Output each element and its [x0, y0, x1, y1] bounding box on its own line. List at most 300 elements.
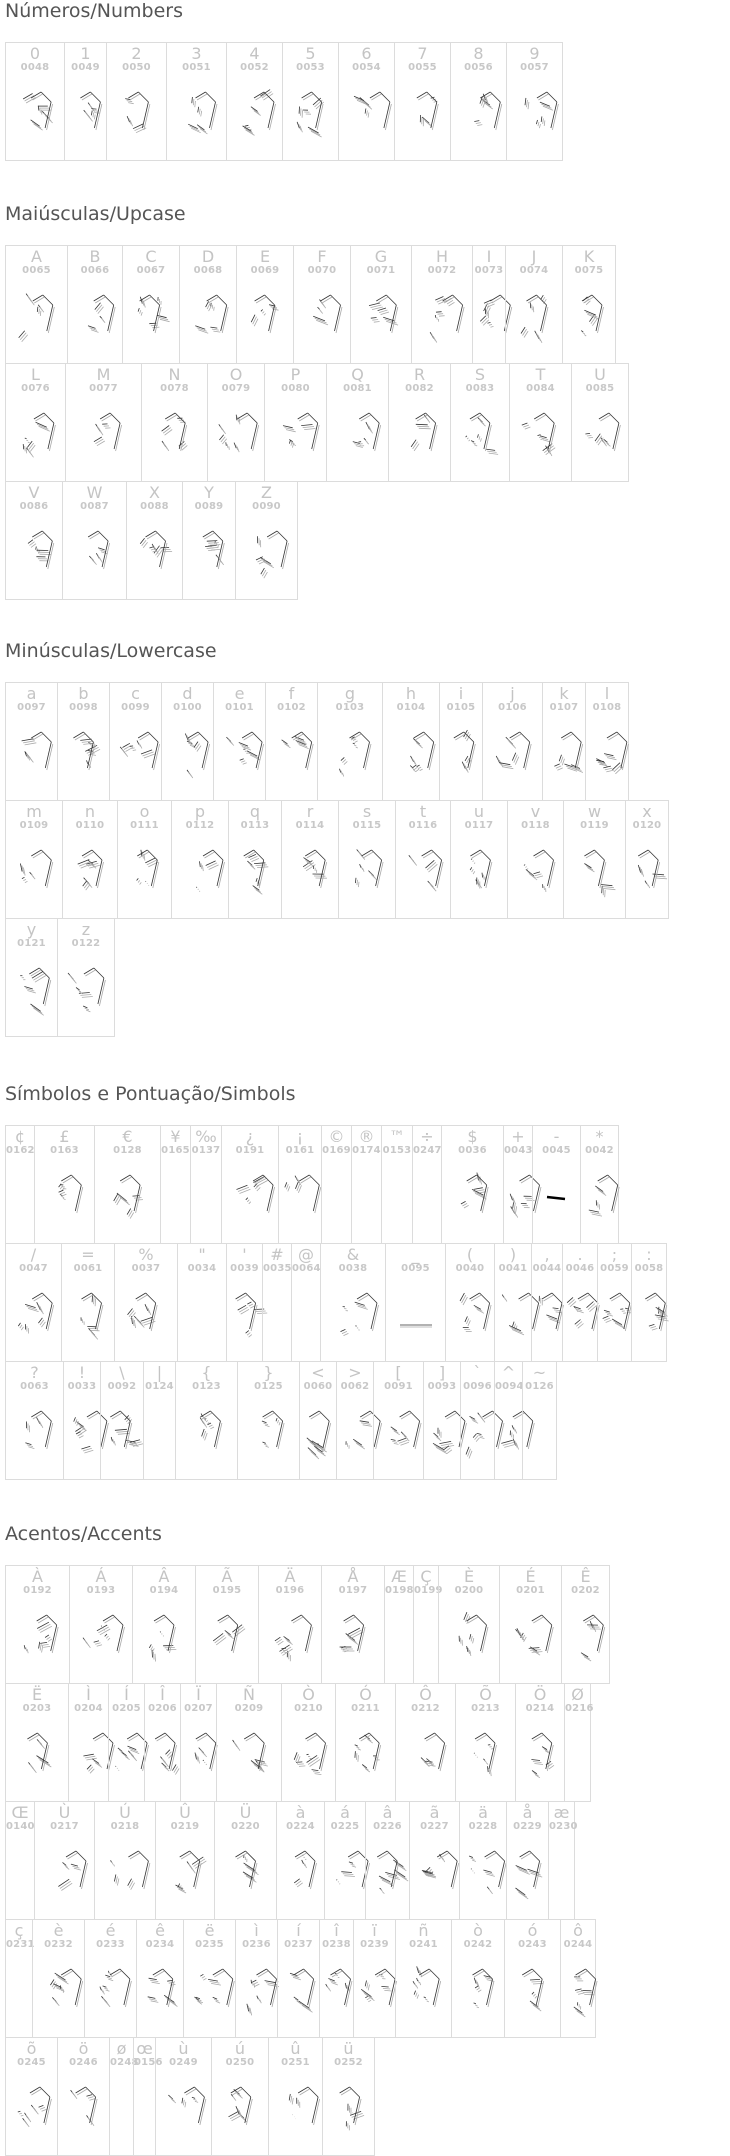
section-title: Números/Numbers [5, 0, 730, 24]
glyph-sample [16, 405, 56, 463]
glyph-character: © [322, 1128, 351, 1145]
glyph-sample [580, 405, 620, 463]
glyph-character: ` [461, 1364, 494, 1381]
glyph-code: 0043 [504, 1145, 532, 1157]
glyph-character: Î [145, 1686, 180, 1703]
glyph-cell [282, 42, 339, 161]
glyph-character: D [180, 248, 236, 265]
glyph-code: 0238 [320, 1939, 353, 1951]
glyph-character: £ [35, 1128, 94, 1145]
glyph-cell [264, 363, 327, 482]
glyph-character: ! [64, 1364, 100, 1381]
glyph-sample [347, 84, 387, 142]
glyph-sample [84, 405, 124, 463]
glyph-row [5, 481, 730, 599]
glyph-code: 0156 [134, 2057, 155, 2069]
glyph-character: ^ [495, 1364, 522, 1381]
glyph-sample [361, 287, 401, 345]
glyph-cell [180, 1683, 217, 1802]
glyph-code: 0229 [507, 1821, 548, 1833]
glyph-sample [249, 1403, 289, 1461]
glyph-sample [291, 84, 331, 142]
glyph-sample [15, 1403, 55, 1461]
glyph-sample [64, 724, 104, 782]
glyph-cell [625, 800, 669, 919]
glyph-sample [330, 724, 370, 782]
glyph-character: X [127, 484, 182, 501]
glyph-character: å [507, 1804, 548, 1821]
glyph-character: , [532, 1246, 562, 1263]
glyph-sample [237, 1961, 277, 2019]
glyph-sample [396, 1285, 436, 1343]
glyph-sample [581, 1167, 621, 1225]
glyph-sample [347, 842, 387, 900]
glyph-code: 0244 [561, 1939, 595, 1951]
glyph-code: 0162 [6, 1145, 34, 1157]
glyph-cell [132, 1565, 196, 1684]
glyph-cell [382, 682, 440, 801]
glyph-code: 0125 [238, 1381, 299, 1393]
glyph-character: ù [156, 2040, 211, 2057]
glyph-cell [166, 42, 227, 161]
specimen-section [5, 1083, 730, 1479]
glyph-sample [627, 842, 667, 900]
glyph-cell [190, 1125, 222, 1244]
glyph-character: î [320, 1922, 353, 1939]
glyph-sample [281, 1843, 321, 1901]
glyph-sample [459, 842, 499, 900]
glyph-sample [17, 1725, 57, 1783]
glyph-code: 0117 [451, 820, 507, 832]
glyph-sample [126, 1285, 166, 1343]
glyph-character: ò [452, 1922, 504, 1939]
glyph-character: A [6, 248, 67, 265]
glyph-sample [216, 405, 256, 463]
glyph-cell [226, 42, 283, 161]
glyph-cell [482, 682, 543, 801]
glyph-sample [422, 287, 462, 345]
glyph-cell [564, 1683, 591, 1802]
glyph-sample [235, 84, 275, 142]
glyph-sample [276, 405, 316, 463]
glyph-code: 0192 [6, 1585, 69, 1597]
glyph-code: 0206 [145, 1703, 180, 1715]
glyph-cell [277, 1919, 320, 2038]
glyph-sample [131, 287, 171, 345]
glyph-code: 0227 [410, 1821, 459, 1833]
glyph-row [5, 1801, 730, 1919]
glyph-cell [317, 682, 383, 801]
glyph-code: 0098 [58, 702, 109, 714]
glyph-code: 0062 [337, 1381, 373, 1393]
glyph-code: 0137 [191, 1145, 221, 1157]
glyph-sample [569, 287, 609, 345]
glyph-cell [503, 1125, 533, 1244]
glyph-cell [409, 1801, 460, 1920]
glyph-character: Ä [259, 1568, 321, 1585]
glyph-character: M [66, 366, 141, 383]
glyph-cell [5, 245, 68, 364]
glyph-code: 0241 [396, 1939, 451, 1951]
glyph-sample [64, 1403, 104, 1461]
glyph-code: 0050 [107, 62, 166, 74]
glyph-sample [69, 1725, 109, 1783]
specimen-section [5, 203, 730, 599]
glyph-character: s [339, 803, 395, 820]
glyph-character: Õ [456, 1686, 515, 1703]
glyph-code: 0237 [278, 1939, 319, 1951]
glyph-sample [181, 1725, 221, 1783]
glyph-cell [395, 1683, 456, 1802]
glyph-cell [155, 1801, 215, 1920]
glyph-sample [346, 1725, 386, 1783]
glyph-cell [221, 1125, 279, 1244]
glyph-code: 0110 [63, 820, 117, 832]
glyph-code: 0087 [63, 501, 126, 513]
glyph-code: 0072 [412, 265, 472, 277]
glyph-cell [195, 1565, 259, 1684]
glyph-cell [109, 2037, 134, 2156]
glyph-cell [450, 800, 508, 919]
glyph-sample [91, 1961, 131, 2019]
glyph-character: ô [561, 1922, 595, 1939]
glyph-sample [12, 724, 52, 782]
glyph-code: 0212 [396, 1703, 455, 1715]
glyph-character: f [266, 685, 317, 702]
glyph-character: < [300, 1364, 336, 1381]
glyph-cell [460, 1361, 495, 1480]
glyph-cell [171, 800, 229, 919]
glyph-character: R [389, 366, 450, 383]
glyph-character: @ [292, 1246, 320, 1263]
glyph-sample [70, 842, 110, 900]
glyph-cell [515, 1683, 565, 1802]
glyph-character: Œ [6, 1804, 34, 1821]
glyph-character: g [318, 685, 382, 702]
glyph-character: m [6, 803, 62, 820]
glyph-character: G [351, 248, 411, 265]
glyph-sample [108, 1167, 148, 1225]
glyph-cell [597, 1243, 632, 1362]
glyph-code: 0119 [564, 820, 625, 832]
glyph-character: Q [327, 366, 388, 383]
glyph-sample [145, 1725, 185, 1783]
glyph-cell [320, 1243, 386, 1362]
glyph-character: Z [236, 484, 297, 501]
glyph-cell [32, 1919, 85, 2038]
glyph-cell [293, 245, 351, 364]
glyph-sample [18, 1607, 58, 1665]
glyph-cell [34, 1801, 95, 1920]
glyph-code: 0052 [227, 62, 282, 74]
glyph-character: x [626, 803, 668, 820]
glyph-code: 0059 [598, 1263, 631, 1275]
glyph-cell [278, 1125, 322, 1244]
glyph-cell [62, 481, 127, 600]
glyph-cell [571, 363, 629, 482]
glyph-cell [365, 1801, 410, 1920]
glyph-character: ì [236, 1922, 277, 1939]
glyph-character: á [325, 1804, 365, 1821]
glyph-cell [412, 1125, 442, 1244]
glyph-cell [177, 1243, 227, 1362]
glyph-sample [329, 2079, 369, 2137]
glyph-cell [84, 1919, 137, 2038]
glyph-character: k [543, 685, 585, 702]
glyph-cell [175, 1361, 238, 1480]
glyph-code: 0113 [229, 820, 281, 832]
glyph-cell [161, 682, 214, 801]
glyph-cell [411, 245, 473, 364]
glyph-cell [5, 1801, 35, 1920]
glyph-cell [108, 1683, 145, 1802]
glyph-cell [109, 682, 162, 801]
glyph-sample [325, 1843, 365, 1901]
glyph-sample [227, 1285, 267, 1343]
glyph-code: 0195 [196, 1585, 258, 1597]
glyph-cell [336, 1361, 374, 1480]
glyph-cell [395, 1919, 452, 2038]
glyph-code: 0067 [123, 265, 179, 277]
glyph-character: í [278, 1922, 319, 1939]
glyph-code: 0251 [269, 2057, 322, 2069]
glyph-sample [45, 1167, 85, 1225]
section-title: Minúsculas/Lowercase [5, 640, 730, 664]
glyph-cell [5, 1683, 69, 1802]
glyph-sample [14, 1285, 54, 1343]
glyph-character: E [237, 248, 293, 265]
glyph-sample [177, 84, 217, 142]
glyph-sample [68, 1285, 108, 1343]
glyph-character: ñ [396, 1922, 451, 1939]
glyph-character: Ã [196, 1568, 258, 1585]
glyph-code: 0096 [461, 1381, 494, 1393]
glyph-cell [276, 1801, 325, 1920]
glyph-code: 0106 [483, 702, 542, 714]
glyph-sample [424, 1403, 464, 1461]
glyph-cell [258, 1565, 322, 1684]
glyph-code: 0080 [265, 383, 326, 395]
glyph-code: 0048 [6, 62, 64, 74]
glyph-cell [235, 1919, 278, 2038]
glyph-sample [565, 1725, 605, 1783]
glyph-code: 0242 [452, 1939, 504, 1951]
glyph-cell [5, 800, 63, 919]
glyph-code: 0099 [110, 702, 161, 714]
glyph-character: ü [323, 2040, 374, 2057]
glyph-code: 0086 [6, 501, 62, 513]
glyph-character: j [483, 685, 542, 702]
glyph-code: 0163 [35, 1145, 94, 1157]
glyph-cell [351, 1125, 382, 1244]
glyph-sample [220, 2079, 260, 2137]
glyph-cell [281, 800, 339, 919]
glyph-cell [5, 42, 65, 161]
glyph-sample [338, 405, 378, 463]
glyph-cell [394, 42, 451, 161]
glyph-cell [62, 800, 118, 919]
glyph-character: y [6, 921, 57, 938]
glyph-cell [335, 1683, 396, 1802]
glyph-code: 0120 [626, 820, 668, 832]
glyph-cell [211, 2037, 269, 2156]
glyph-sample [300, 1403, 340, 1461]
glyph-code: 0088 [127, 501, 182, 513]
glyph-code: 0214 [516, 1703, 564, 1715]
glyph-character: Ò [282, 1686, 335, 1703]
glyph-character: J [506, 248, 562, 265]
glyph-row [5, 1361, 730, 1479]
glyph-character: ç [6, 1922, 32, 1939]
glyph-character: 3 [167, 45, 226, 62]
glyph-cell [350, 245, 412, 364]
glyph-code: 0126 [523, 1381, 556, 1393]
glyph-code: 0065 [6, 265, 67, 277]
glyph-code: 0103 [318, 702, 382, 714]
glyph-cell [455, 1683, 516, 1802]
glyph-code: 0245 [6, 2057, 57, 2069]
glyph-cell [183, 1919, 236, 2038]
glyph-sample [190, 1961, 230, 2019]
glyph-code: 0213 [456, 1703, 515, 1715]
section-title: Acentos/Accents [5, 1523, 730, 1547]
glyph-sample [102, 1403, 142, 1461]
glyph-sample [520, 1725, 560, 1783]
glyph-character: Æ [385, 1568, 413, 1585]
glyph-character: È [439, 1568, 499, 1585]
glyph-code: 0036 [442, 1145, 503, 1157]
glyph-code: 0196 [259, 1585, 321, 1597]
glyph-code: 0161 [279, 1145, 321, 1157]
glyph-sample [15, 84, 55, 142]
glyph-character: ë [184, 1922, 235, 1939]
glyph-character: ) [495, 1246, 531, 1263]
glyph-code: 0100 [162, 702, 213, 714]
glyph-sample [135, 523, 175, 581]
glyph-sample [515, 84, 555, 142]
glyph-row [5, 42, 730, 160]
glyph-sample [144, 1607, 184, 1665]
glyph-character: Y [183, 484, 235, 501]
glyph-sample [441, 724, 481, 782]
glyph-code: 0248 [110, 2057, 133, 2069]
glyph-sample [220, 724, 260, 782]
glyph-cell [560, 1919, 596, 2038]
glyph-cell [237, 1361, 300, 1480]
glyph-cell [61, 1243, 115, 1362]
glyph-sample [544, 724, 584, 782]
glyph-sample [403, 842, 443, 900]
glyph-sample [508, 1843, 548, 1901]
glyph-sample [549, 1843, 589, 1901]
glyph-row [5, 918, 730, 1036]
glyph-cell [451, 1919, 505, 2038]
glyph-cell [338, 42, 395, 161]
glyph-cell [562, 245, 616, 364]
glyph-character: l [586, 685, 628, 702]
glyph-sample [226, 1843, 266, 1901]
glyph-code: 0051 [167, 62, 226, 74]
glyph-character: ê [137, 1922, 183, 1939]
glyph-code: 0038 [321, 1263, 385, 1275]
glyph-character: 7 [395, 45, 450, 62]
glyph-sample [75, 287, 115, 345]
glyph-character: " [178, 1246, 226, 1263]
glyph-character: Í [109, 1686, 144, 1703]
glyph-cell [506, 1801, 549, 1920]
glyph-sample [523, 1403, 563, 1461]
glyph-sample [207, 1607, 247, 1665]
glyph-character: T [510, 366, 571, 383]
glyph-sample [561, 1961, 601, 2019]
glyph-code: 0094 [495, 1381, 522, 1393]
glyph-code: 0073 [473, 265, 505, 277]
glyph-cell [450, 42, 507, 161]
glyph-code: 0250 [212, 2057, 268, 2069]
glyph-sample [368, 1843, 408, 1901]
glyph-character: H [412, 248, 472, 265]
glyph-character: Û [156, 1804, 214, 1821]
glyph-character: - [533, 1128, 580, 1145]
glyph-character: ¡ [279, 1128, 321, 1145]
glyph-code: 0116 [396, 820, 450, 832]
glyph-code: 0225 [325, 1821, 365, 1833]
glyph-sample [66, 84, 106, 142]
glyph-cell [522, 1361, 557, 1480]
glyph-cell [262, 1243, 292, 1362]
glyph-code: 0124 [144, 1381, 175, 1393]
glyph-cell [5, 1243, 62, 1362]
glyph-code: 0128 [95, 1145, 160, 1157]
glyph-cell [235, 481, 298, 600]
glyph-code: 0236 [236, 1939, 277, 1951]
glyph-character: e [214, 685, 265, 702]
glyph-code: 0079 [208, 383, 264, 395]
specimen-section [5, 1523, 730, 2155]
glyph-code: 0252 [323, 2057, 374, 2069]
glyph-cell [68, 1683, 109, 1802]
glyph-character: ] [424, 1364, 460, 1381]
glyph-character: F [294, 248, 350, 265]
glyph-cell [562, 1243, 598, 1362]
glyph-sample [355, 1961, 395, 2019]
glyph-code: 0075 [563, 265, 615, 277]
glyph-code: 0115 [339, 820, 395, 832]
glyph-code: 0042 [581, 1145, 618, 1157]
glyph-cell [155, 2037, 212, 2156]
glyph-character: I [473, 248, 505, 265]
specimen-section [5, 640, 730, 1036]
glyph-code: 0054 [339, 62, 394, 74]
glyph-cell [505, 245, 563, 364]
glyph-code: 0064 [292, 1263, 320, 1275]
glyph-cell [395, 800, 451, 919]
glyph-code: 0224 [277, 1821, 324, 1833]
glyph-code: 0218 [95, 1821, 155, 1833]
glyph-cell [459, 1801, 507, 1920]
glyph-character: / [6, 1246, 61, 1263]
glyph-code: 0235 [184, 1939, 235, 1951]
glyph-cell [439, 682, 483, 801]
glyph-row [5, 245, 730, 363]
glyph-code: 0093 [424, 1381, 460, 1393]
glyph-code: 0198 [385, 1585, 413, 1597]
glyph-cell [504, 1919, 561, 2038]
glyph-cell [207, 363, 265, 482]
glyph-cell [531, 1243, 563, 1362]
glyph-cell [548, 1801, 575, 1920]
glyph-character: ã [410, 1804, 459, 1821]
